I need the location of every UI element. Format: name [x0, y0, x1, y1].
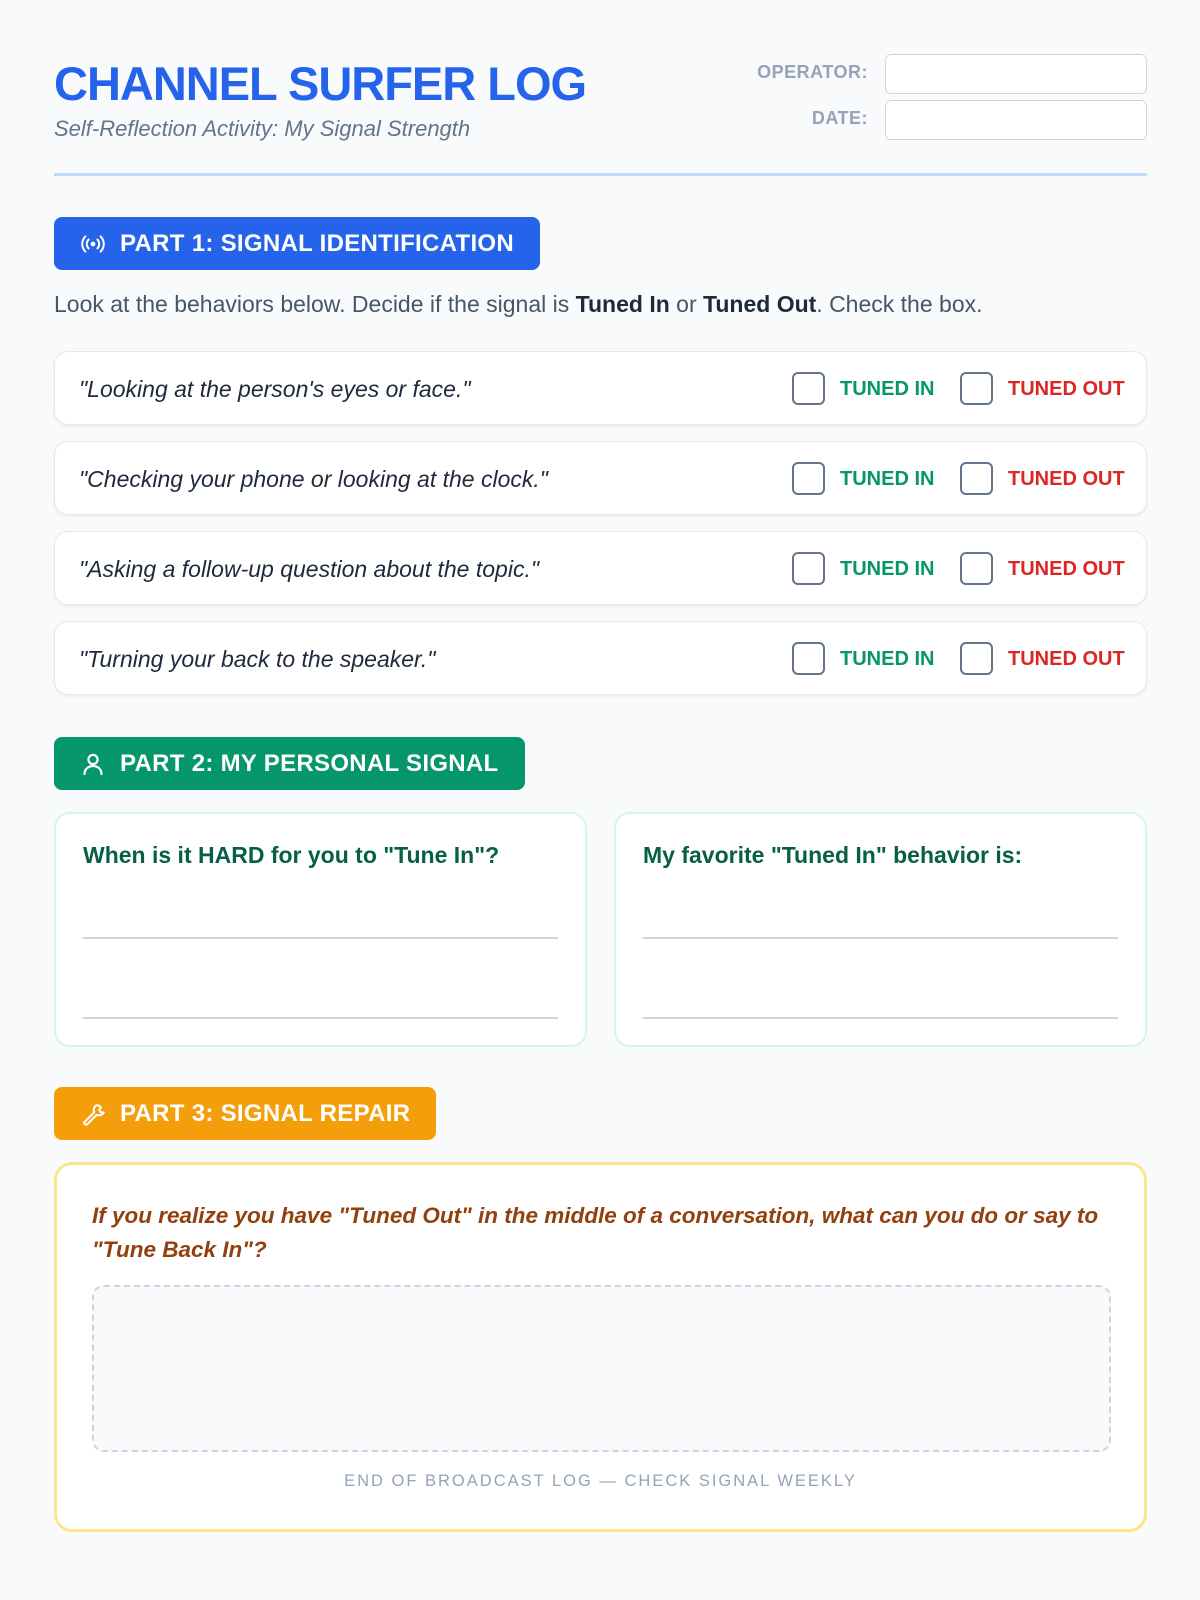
behavior-row — [54, 621, 1147, 695]
part2-heading — [54, 737, 525, 790]
tuned-out-checkbox[interactable] — [960, 642, 993, 675]
worksheet-page — [54, 0, 1147, 1490]
tuned-in-label: TUNED IN — [840, 468, 935, 490]
signal-repair-box — [54, 1162, 1147, 1532]
date-field[interactable] — [885, 100, 1147, 140]
part1-heading — [54, 217, 540, 270]
signal-repair-answer-area[interactable] — [92, 1285, 1111, 1452]
answer-line[interactable] — [643, 937, 1118, 939]
behavior-quote: "Checking your phone or looking at the clock." — [79, 466, 548, 492]
tuned-out-label: TUNED OUT — [1008, 468, 1125, 490]
date-label: DATE: — [811, 108, 868, 128]
tuned-out-label: TUNED OUT — [1008, 558, 1125, 580]
broadcast-icon — [80, 231, 106, 257]
hard-to-tune-in-question: When is it HARD for you to "Tune In"? — [83, 842, 500, 868]
answer-line[interactable] — [643, 1017, 1118, 1019]
answer-line[interactable] — [83, 1017, 558, 1019]
behavior-quote: "Asking a follow-up question about the topic." — [79, 556, 539, 582]
tuned-out-checkbox[interactable] — [960, 552, 993, 585]
tuned-out-label: TUNED OUT — [1008, 378, 1125, 400]
hard-to-tune-in-card — [54, 812, 587, 1047]
favorite-behavior-question: My favorite "Tuned In" behavior is: — [643, 842, 1023, 868]
part3-heading — [54, 1087, 436, 1140]
operator-label: OPERATOR: — [757, 62, 868, 82]
tuned-out-checkbox[interactable] — [960, 462, 993, 495]
part1-instructions: Look at the behaviors below. Decide if the signal is Tuned In or Tuned Out. Check the box. — [54, 291, 983, 317]
tuned-in-checkbox[interactable] — [792, 552, 825, 585]
tuned-out-label: TUNED OUT — [1008, 648, 1125, 670]
part3-heading-text: PART 3: SIGNAL REPAIR — [120, 1099, 411, 1127]
tuned-in-checkbox[interactable] — [792, 372, 825, 405]
broadcast-log-footer: END OF BROADCAST LOG — CHECK SIGNAL WEEKLY — [344, 1472, 857, 1490]
tuned-in-label: TUNED IN — [840, 648, 935, 670]
tuned-in-label: TUNED IN — [840, 558, 935, 580]
user-icon — [80, 751, 106, 777]
tuned-in-checkbox[interactable] — [792, 642, 825, 675]
behavior-row — [54, 351, 1147, 425]
page-subtitle: Self-Reflection Activity: My Signal Strength — [54, 116, 471, 141]
part1-heading-text: PART 1: SIGNAL IDENTIFICATION — [120, 229, 515, 257]
behavior-quote: "Looking at the person's eyes or face." — [79, 376, 471, 402]
part2-heading-text: PART 2: MY PERSONAL SIGNAL — [120, 749, 499, 777]
behavior-row — [54, 531, 1147, 605]
signal-repair-prompt: If you realize you have "Tuned Out" in the middle of a conversation, what can you do or say to "Tune Back In"? — [92, 1203, 1099, 1262]
favorite-behavior-card — [614, 812, 1147, 1047]
wrench-icon — [80, 1101, 106, 1127]
tuned-in-label: TUNED IN — [840, 378, 935, 400]
behavior-row — [54, 441, 1147, 515]
behavior-quote: "Turning your back to the speaker." — [79, 646, 436, 672]
page-title: CHANNEL SURFER LOG — [54, 57, 587, 110]
answer-line[interactable] — [83, 937, 558, 939]
page-header — [54, 0, 1147, 176]
tuned-in-checkbox[interactable] — [792, 462, 825, 495]
operator-field[interactable] — [885, 54, 1147, 94]
tuned-out-checkbox[interactable] — [960, 372, 993, 405]
